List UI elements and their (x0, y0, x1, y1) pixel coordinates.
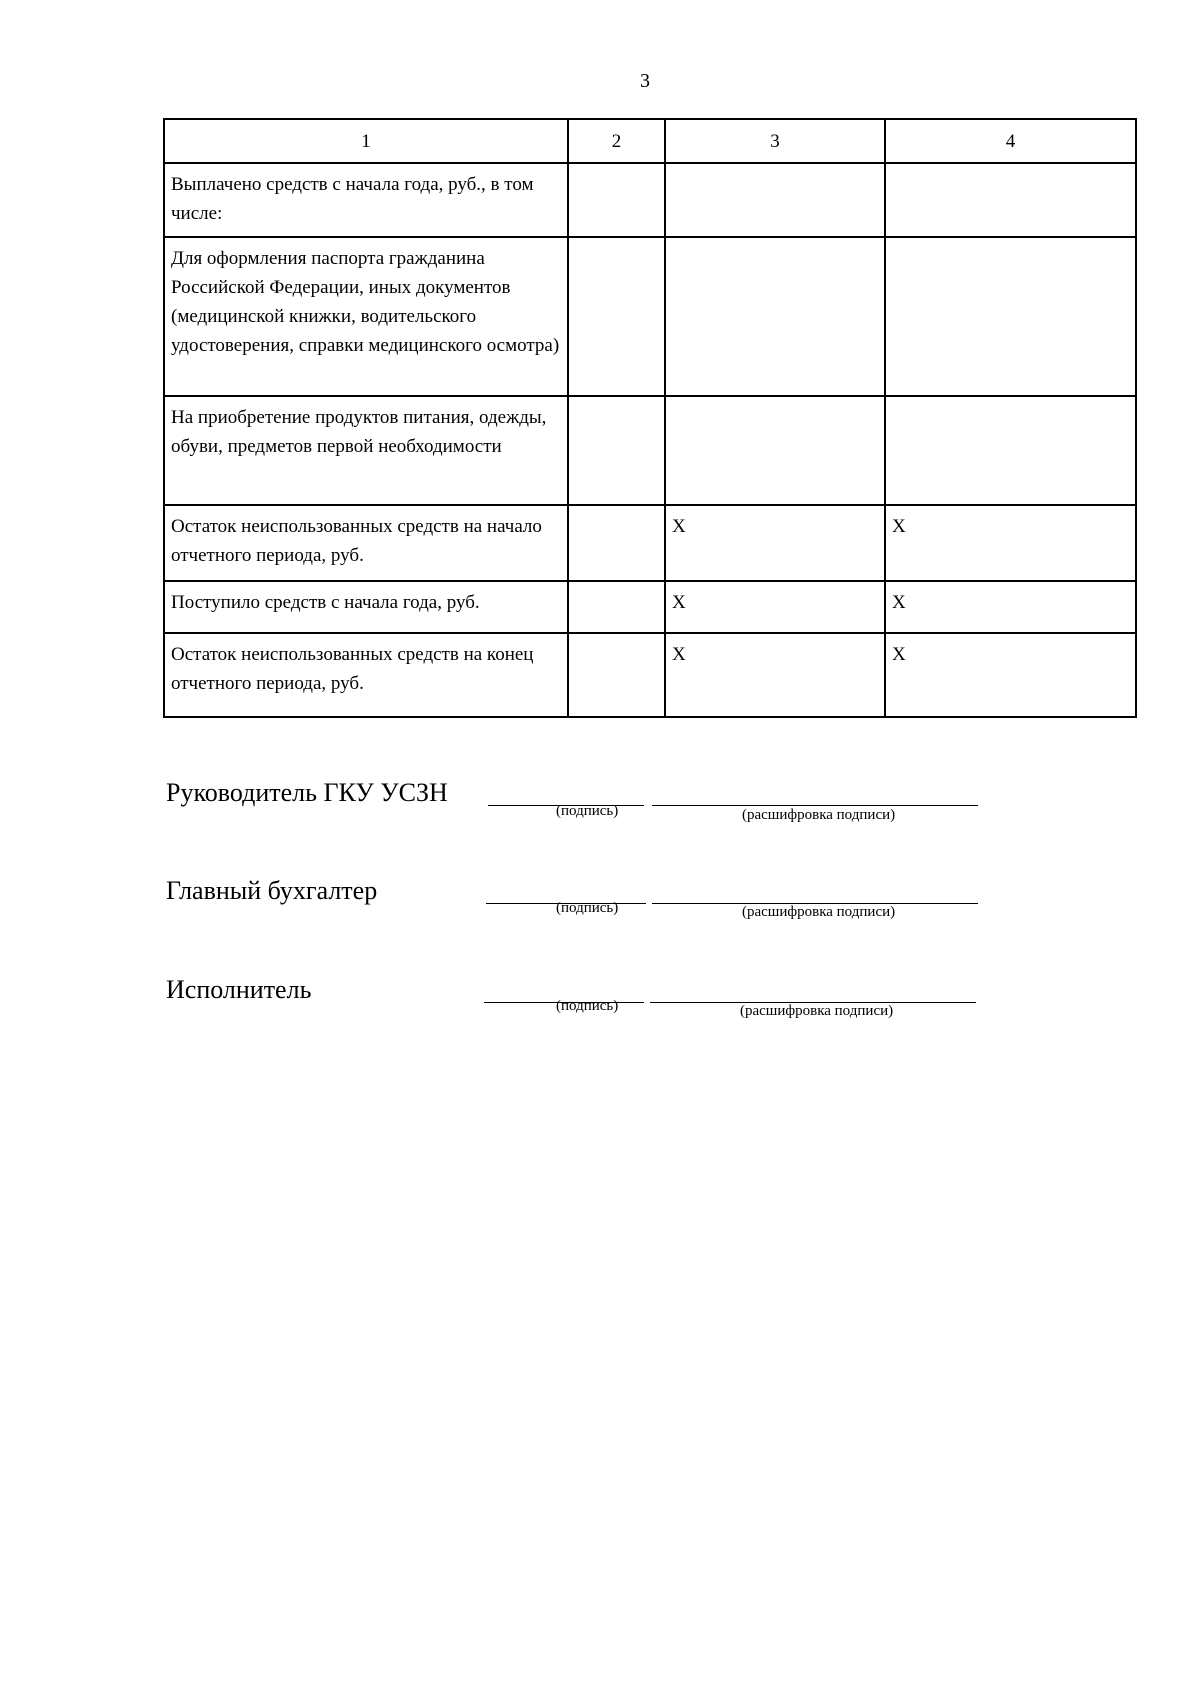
signature-block-executor (166, 963, 1006, 1023)
cell-col2 (568, 396, 665, 505)
column-header-1: 1 (164, 119, 568, 163)
signature-caption: (подпись) (556, 803, 619, 819)
row-label: Для оформления паспорта гражданина Российской Федерации, иных документов (медицинской книжки, водительского удостоверения, справки медицинского осмотра) (164, 237, 568, 396)
table-row (164, 237, 1136, 396)
table-row (164, 396, 1136, 505)
cell-col4 (885, 237, 1136, 396)
table-header-row (164, 119, 1136, 163)
cell-col3 (665, 237, 885, 396)
cell-col3: X (665, 581, 885, 633)
signature-title: Исполнитель (166, 975, 312, 1004)
signature-decoding-caption: (расшифровка подписи) (740, 1003, 894, 1019)
cell-col3 (665, 163, 885, 237)
column-header-3: 3 (665, 119, 885, 163)
table-row (164, 505, 1136, 581)
signature-block-director (166, 766, 1006, 826)
column-header-2: 2 (568, 119, 665, 163)
cell-col2 (568, 581, 665, 633)
column-header-4: 4 (885, 119, 1136, 163)
cell-col3: X (665, 505, 885, 581)
table-row (164, 163, 1136, 237)
signature-decoding-line (652, 805, 978, 806)
signature-title: Главный бухгалтер (166, 876, 378, 905)
signature-decoding-caption: (расшифровка подписи) (742, 807, 896, 823)
cell-col4 (885, 163, 1136, 237)
signature-block-chief-accountant (166, 864, 1006, 924)
report-table (163, 118, 1137, 718)
table-row (164, 633, 1136, 717)
signature-decoding-caption: (расшифровка подписи) (742, 904, 896, 920)
row-label: Остаток неиспользованных средств на начало отчетного периода, руб. (164, 505, 568, 581)
page-number: 3 (640, 70, 650, 92)
row-label: Выплачено средств с начала года, руб., в том числе: (164, 163, 568, 237)
cell-col4 (885, 396, 1136, 505)
row-label: Поступило средств с начала года, руб. (164, 581, 568, 633)
cell-col2 (568, 163, 665, 237)
row-label: Остаток неиспользованных средств на конец отчетного периода, руб. (164, 633, 568, 717)
cell-col2 (568, 633, 665, 717)
cell-col4: X (885, 581, 1136, 633)
signature-caption: (подпись) (556, 998, 619, 1014)
cell-col3: X (665, 633, 885, 717)
row-label: На приобретение продуктов питания, одежды, обуви, предметов первой необходимости (164, 396, 568, 505)
cell-col4: X (885, 633, 1136, 717)
signature-title: Руководитель ГКУ УСЗН (166, 778, 448, 807)
cell-col4: X (885, 505, 1136, 581)
cell-col2 (568, 237, 665, 396)
cell-col3 (665, 396, 885, 505)
signature-caption: (подпись) (556, 900, 619, 916)
table-row (164, 581, 1136, 633)
cell-col2 (568, 505, 665, 581)
